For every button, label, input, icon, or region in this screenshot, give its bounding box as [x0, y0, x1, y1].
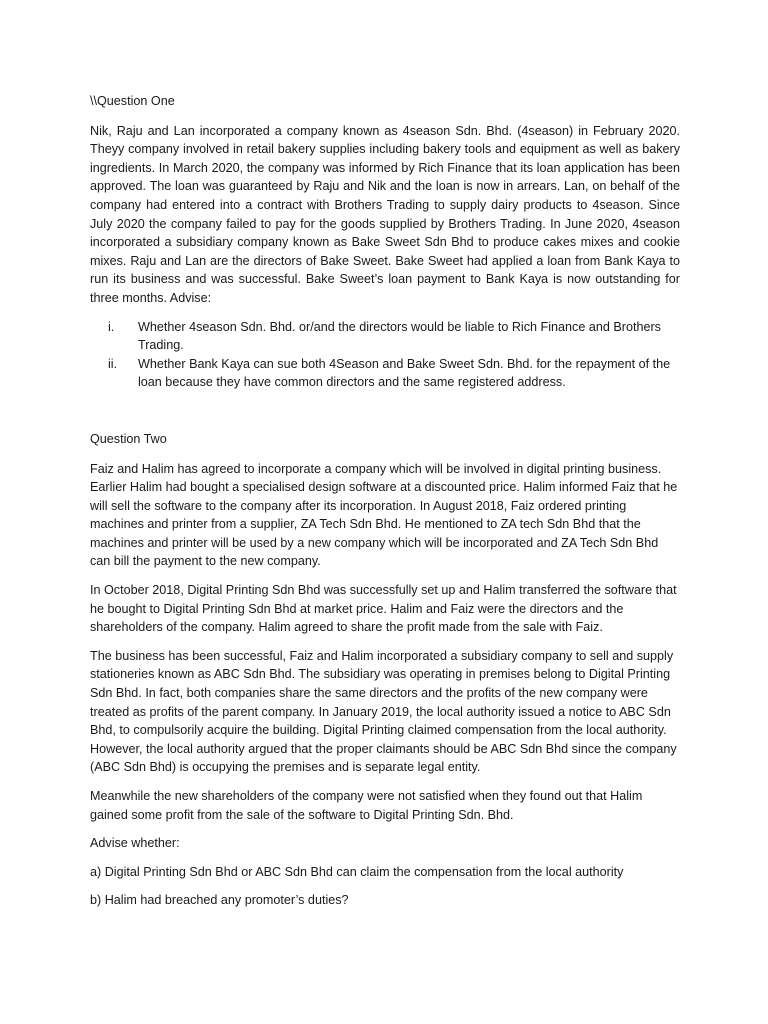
document-page — [90, 92, 680, 920]
list-item-text: Whether Bank Kaya can sue both 4Season and Bake Sweet Sdn. Bhd. for the repayment of the loan because they have common directors and the same registered address. — [138, 356, 671, 390]
question-two-heading: Question Two — [90, 431, 167, 446]
question-two-paragraph-4: Meanwhile the new shareholders of the company were not satisfied when they found out that Halim gained some profit from the sale of the software to Digital Printing Sdn. Bhd. — [90, 789, 643, 822]
question-one-item-ii — [90, 355, 680, 392]
question-one-heading: \\Question One — [90, 94, 175, 108]
question-two-paragraph-1: Faiz and Halim has agreed to incorporate a company which will be involved in digital printing business. Earlier Halim had bought a specialised design software at a discounted price. Halim informed Faiz that he will sell the software to the company after its incorporation. In August 2018, Faiz ordered printing machines and printer from a supplier, ZA Tech Sdn Bhd. He mentioned to ZA tech Sdn Bhd that the machines and printer will be used by a new company which will be incorporated and ZA Tech Sdn Bhd can bill the payment to the new company. — [90, 461, 678, 569]
question-one-list — [90, 318, 680, 392]
advise-whether: Advise whether: — [90, 836, 180, 851]
list-item-text: Whether 4season Sdn. Bhd. or/and the directors would be liable to Rich Finance and Brothers Trading. — [138, 319, 661, 353]
list-numeral: i. — [108, 319, 115, 334]
question-two-item-a: a) Digital Printing Sdn Bhd or ABC Sdn Bhd can claim the compensation from the local authority — [90, 864, 624, 879]
list-numeral: ii. — [108, 356, 118, 371]
question-two-item-b: b) Halim had breached any promoter’s duties? — [90, 893, 349, 908]
question-one-item-i — [90, 318, 680, 355]
question-one-body: Nik, Raju and Lan incorporated a company known as 4season Sdn. Bhd. (4season) in February 2020. Theyy company involved in retail bakery supplies including bakery tools and equipment as well as bakery ingredients. In March 2020, the company was informed by Rich Finance that its loan application has been approved. The loan was guaranteed by Raju and Nik and the loan is now in arrears. Lan, on behalf of the company had entered into a contract with Brothers Trading to supply dairy products to 4season. Since July 2020 the company failed to pay for the goods supplied by Brothers Trading. In June 2020, 4season incorporated a subsidiary company known as Bake Sweet Sdn Bhd to produce cakes mixes and cookie mixes. Raju and Lan are the directors of Bake Sweet. Bake Sweet had applied a loan from Bank Kaya to run its business and was successful. Bake Sweet’s loan payment to Bank Kaya is now outstanding for three months. Advise: — [90, 123, 680, 305]
question-two-paragraph-2: In October 2018, Digital Printing Sdn Bhd was successfully set up and Halim transferred the software that he bought to Digital Printing Sdn Bhd at market price. Halim and Faiz were the directors and the shareholders of the company. Halim agreed to share the profit made from the sale with Faiz. — [90, 583, 677, 635]
question-two-paragraph-3: The business has been successful, Faiz and Halim incorporated a subsidiary company to sell and supply stationeries known as ABC Sdn Bhd. The subsidiary was operating in premises belong to Digital Printing Sdn Bhd. In fact, both companies share the same directors and the profits of the new company were treated as profits of the parent company. In January 2019, the local authority issued a notice to ABC Sdn Bhd, to compulsorily acquire the building. Digital Printing claimed compensation from the local authority. However, the local authority argued that the proper claimants should be ABC Sdn Bhd since the company (ABC Sdn Bhd) is occupying the premises and is separate legal entity. — [90, 648, 677, 775]
